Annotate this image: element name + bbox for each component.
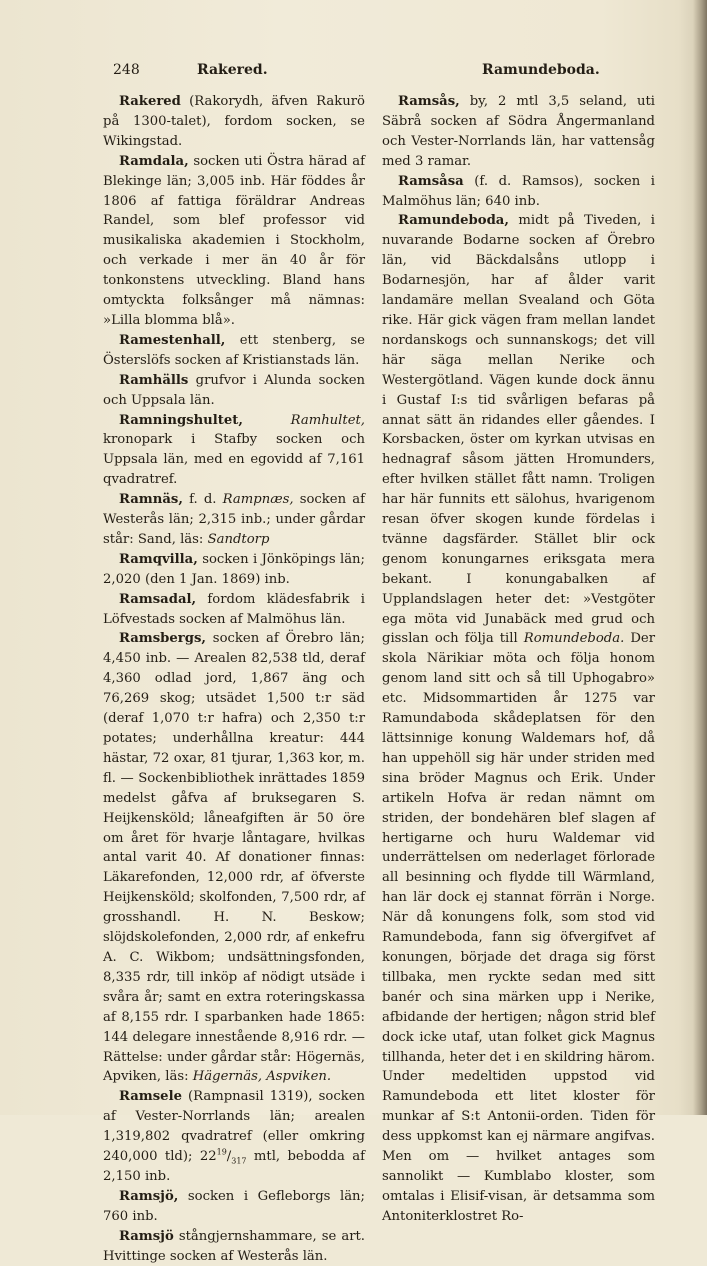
entry-ramsjo-hammare xyxy=(103,1227,365,1266)
entry-ramsjo-socken xyxy=(103,1187,365,1227)
entry-text-continued: mtl, bebodda af 2,150 inb. xyxy=(103,1149,365,1184)
entry-headword: Ramundeboda, xyxy=(398,213,509,229)
entry-ramsasa xyxy=(382,172,655,212)
entry-headword: Ramsele xyxy=(119,1089,182,1105)
entry-ramdala xyxy=(103,152,365,331)
entry-ramundeboda xyxy=(382,211,655,1226)
entry-ramestenhall xyxy=(103,331,365,371)
page-number: 248 xyxy=(113,62,140,78)
entry-text: socken af Örebro län; 4,450 inb. — Arealen 82,538 tld, deraf 4,360 odlad jord, 1,867 äng och 76,269 skog; utsädet 1,500 t:r säd (deraf 1,070 t:r hafra) och 2,350 t:r potates; underhållna kreatur: 444 hästar, 72 oxar, 81 tjurar, 1,363 kor, m. fl. — Sockenbibliothek inrättades 1859 medelst gåfva af bruksegaren S. Heijkensköld; låneafgiften är 50 öre om året för hvarje låntagare, hvilkas antal varit 40. Af donationer finnas: Läkarefonden, 12,000 rdr, af öfverste Heijkensköld; skolfonden, 7,500 rdr, af grosshandl. H. N. Beskow; slöjdskolefonden, 2,000 rdr, af enkefru A. C. Wikbom; undsättningsfonden, 8,335 rdr, till inköp af nödigt utsäde i svåra år; samt en extra roteringskassa af 8,155 rdr. I sparbanken hade 1865: 144 delegare innestående 8,916 rdr. — Rättelse: under gårdar står: Högernäs, Apviken, läs: xyxy=(103,631,365,1085)
entry-text: socken i Jönköpings län; 2,020 (den 1 Jan. 1869) inb. xyxy=(103,551,365,587)
running-header xyxy=(0,62,707,82)
entry-headword: Ramnäs, xyxy=(119,492,183,508)
entry-headword: Ramsjö, xyxy=(119,1188,179,1204)
entry-text: stångjernshammare, se art. Hvittinge socken af Westerås län. xyxy=(103,1228,365,1264)
entry-variant: Rampnæs, xyxy=(222,492,294,508)
entry-headword: Ramningshultet, xyxy=(119,412,243,428)
entry-italic-name: Romundeboda. xyxy=(523,631,625,647)
entry-ramnas xyxy=(103,490,365,550)
entry-text: kronopark i Stafby socken och Uppsala län, med en egovidd af 7,161 qvadratref. xyxy=(103,432,365,488)
entry-headword: Ramhälls xyxy=(119,372,189,388)
entry-headword: Ramsbergs, xyxy=(119,631,206,647)
entry-text: (f. d. Ramsos), socken i Malmöhus län; 640 inb. xyxy=(382,173,655,209)
spine-shadow xyxy=(693,0,707,1115)
entry-headword: Ramsjö xyxy=(119,1228,174,1244)
entry-ramningshultet xyxy=(103,411,365,491)
fraction-slash: / xyxy=(226,1149,232,1165)
entry-ramsbergs xyxy=(103,629,365,1087)
entry-text-continued: Der skola Närikiar möta och följa honom genom land sitt och så till Uphogabro» etc. Midsommartiden år 1275 var Ramundaboda skådeplatsen för den lättsinnige konung Waldemars hof, då han uppehöll sig här under striden med sina bröder Magnus och Erik. Under artikeln Hofva är redan nämnt om striden, der bondehären blef slagen af hertigarne och huru Waldemar vid underrättelsen om nederlaget förlorade all besinning och flydde till Wärmland, han lär dock ej stannat förrän i Norge. När då konungens folk, som stod vid Ramundeboda, fann sig öfvergifvet af konungen, började det draga sig först tillbaka, men ryckte sedan med sitt banér och sina märken upp i Nerike, afbidande der hertigen; någon strid blef dock icke utaf, utan folket gick Magnus tillhanda, heter det i en skildring härom. Under medeltiden uppstod vid Ramundeboda ett litet kloster för munkar af S:t Antonii-orden. Tiden för dess uppkomst kan ej närmare angifvas. Men om — hvilket antages som sannolikt — Kumblabo kloster, som omtalas i Elisif-visan, är detsamma som Antoniterklostret Ro- xyxy=(382,631,656,1224)
entry-headword: Ramdala, xyxy=(119,153,189,169)
entry-ramqvilla xyxy=(103,550,365,590)
entry-headword: Ramestenhall, xyxy=(119,332,226,348)
entry-text: fordom klädesfabrik i Löfvestads socken af Malmöhus län. xyxy=(103,591,365,627)
entry-ramsele xyxy=(103,1087,365,1187)
entry-correction: Sandtorp xyxy=(207,531,270,547)
entry-prefix: f. d. xyxy=(182,492,223,508)
entry-text: ett stenberg, se Österslöfs socken af Kristianstads län. xyxy=(103,332,365,368)
entry-ramhalls xyxy=(103,371,365,411)
fraction-numerator: 19 xyxy=(216,1147,227,1157)
entry-headword: Rakered xyxy=(119,94,181,109)
entry-text: (Rampnasil 1319), socken af Vester-Norrlands län; arealen 1,319,802 qvadratref (eller omkring 240,000 tld); 22 xyxy=(103,1089,365,1165)
header-left-word: Rakered. xyxy=(197,62,268,78)
entry-ramsas xyxy=(382,92,655,172)
entry-text: socken uti Östra härad af Blekinge län; 3,005 inb. Här föddes år 1806 af fattiga föräldrar Andreas Randel, som blef professor vid musikaliska akademien i Stockholm, och verkade i mer än 40 år för tonkonstens utveckling. Bland hans omtyckta folksånger må nämnas: »Lilla blomma blå». xyxy=(103,153,365,328)
entry-variant: Ramhultet, xyxy=(290,412,365,428)
entry-ramsadal xyxy=(103,590,365,630)
entry-text: socken af Westerås län; 2,315 inb.; under gårdar står: Sand, läs: xyxy=(103,492,365,547)
entry-rakered xyxy=(103,92,365,152)
entry-headword: Ramsåsa xyxy=(398,173,464,189)
entry-text: midt på Tiveden, i nuvarande Bodarne socken af Örebro län, vid Bäckdalsåns utlopp i Bodarnesjön, har af ålder varit landamäre mellan Svealand och Göta rike. Här gick vägen fram mellan landet nordanskogs och sunnanskogs; det vill här säga mellan Nerike och Westergötland. Vägen kunde dock ännu i Gustaf I:s tid svårligen befaras på annat sätt än ridandes eller gåendes. I Korsbacken, öster om kyrkan utvisas en hednagraf såsom jätten Hromunders, efter hvilken stället fått namn. Troligen har här funnits ett sälohus, hvarigenom resan öfver skogen kunde fördelas i tvänne dagsfärder. Stället blir ock genom konungarnes eriksgata mera bekant. I konungabalken af Upplandslagen heter det: »Vestgöter ega möta vid Junabäck med grud och gisslan och följa till xyxy=(382,213,655,647)
header-right-word: Ramundeboda. xyxy=(482,62,600,78)
entry-text: by, 2 mtl 3,5 seland, uti Säbrå socken af Södra Ångermanland och Vester-Norrlands län, har vattensåg med 3 ramar. xyxy=(382,94,655,169)
right-column xyxy=(382,92,655,1227)
entry-headword: Ramqvilla, xyxy=(119,551,198,567)
entry-text: socken i Gefleborgs län; 760 inb. xyxy=(103,1188,365,1224)
entry-headword: Ramsadal, xyxy=(119,591,197,607)
entry-text: (Rakorydh, äfven Rakurö på 1300-talet), fordom socken, se Wikingstad. xyxy=(103,94,365,149)
left-column xyxy=(103,92,365,1266)
entry-text: grufvor i Alunda socken och Uppsala län. xyxy=(103,372,365,408)
entry-correction: Hägernäs, Aspviken. xyxy=(192,1069,332,1085)
entry-headword: Ramsås, xyxy=(398,94,460,109)
fraction-denominator: 317 xyxy=(231,1156,247,1166)
